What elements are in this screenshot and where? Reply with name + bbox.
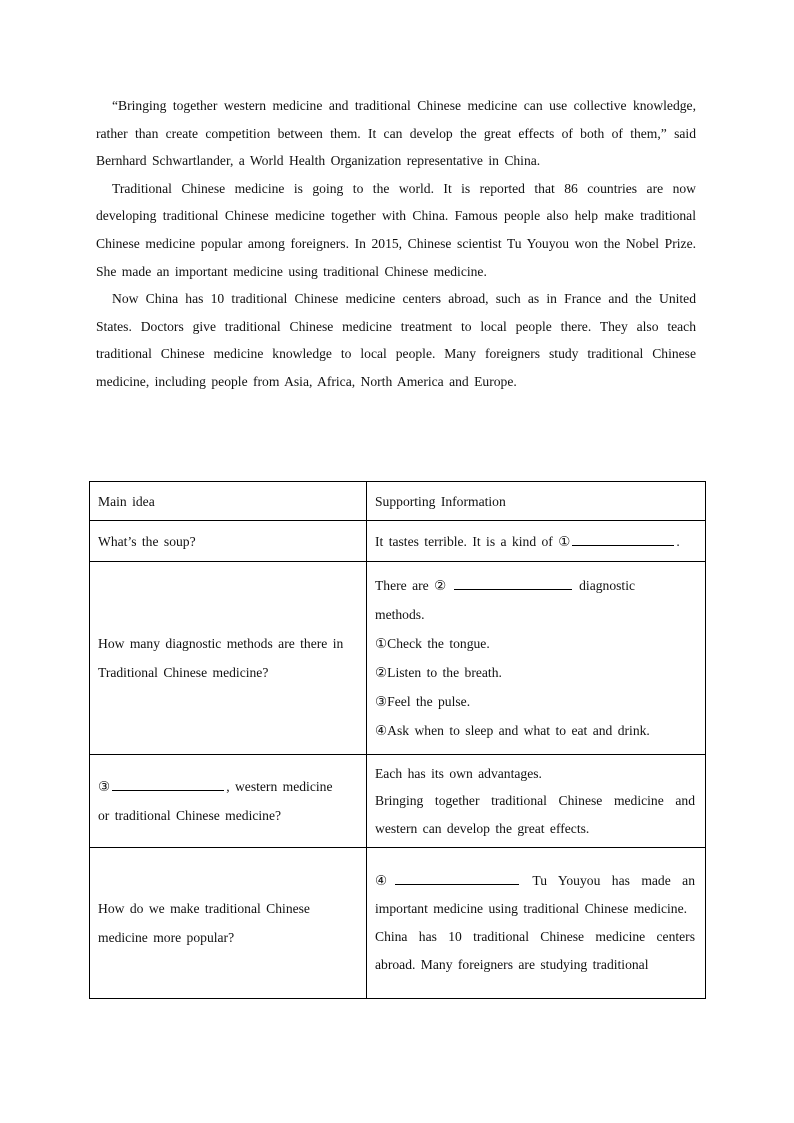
soup-answer-suffix: . [676,533,680,549]
soup-answer [367,521,706,562]
blank-3[interactable] [112,775,224,791]
table-header-row [90,482,706,521]
methods-word-are: are [412,578,429,593]
method-item: ④Ask when to sleep and what to eat and drink. [375,723,650,738]
which-answer-line-1: Each has its own advantages. [375,765,542,781]
soup-answer-text: It tastes terrible. It is a kind of ① [375,533,571,549]
methods-answer [367,562,706,755]
method-item: ②Listen to the breath. [375,665,502,680]
soup-question: What’s the soup? [90,521,367,562]
blank-4[interactable] [395,869,519,885]
passage-paragraph-1: “Bringing together western medicine and traditional Chinese medicine can use collective knowledge, rather than create competition between them. It can develop the great effects of both of them,” said Bernhard Schwartlander, a World Health Organization representative in China. [96,98,696,169]
blank-2[interactable] [454,574,572,590]
blank-2-marker: ② [434,578,447,593]
table-row [90,562,706,755]
which-question-line-2: or traditional Chinese medicine? [98,808,282,823]
table-row [90,848,706,999]
methods-question: How many diagnostic methods are there in Traditional Chinese medicine? [90,562,367,755]
blank-1[interactable] [572,530,674,546]
which-question [90,755,367,848]
methods-answer-continued: methods. [375,607,425,622]
methods-word-there: There [375,578,407,593]
passage-paragraph-3: Now China has 10 traditional Chinese medicine centers abroad, such as in France and the United States. Doctors give traditional Chinese medicine treatment to local people there. They also teach traditional Chinese medicine knowledge to local people. Many foreigners study traditional Chinese medicine, including people from Asia, Africa, North America and Europe. [96,291,696,389]
header-main-idea: Main idea [90,482,367,521]
table-row [90,755,706,848]
popular-question: How do we make traditional Chinese medicine more popular? [90,848,367,999]
popular-answer [367,848,706,999]
method-item: ①Check the tongue. [375,636,490,651]
methods-blank-group [434,578,574,593]
popular-answer-line-2: China has 10 traditional Chinese medicine centers abroad. Many foreigners are studying traditional [375,929,695,972]
reading-passage [96,92,696,396]
methods-word-diagnostic: diagnostic [579,578,636,593]
blank-4-marker: ④ [375,873,394,888]
methods-answer-line [375,571,695,600]
header-supporting-information: Supporting Information [367,482,706,521]
which-question-text: , western medicine [226,779,333,794]
table-row [90,521,706,562]
which-question-line-1 [98,772,356,801]
method-item: ③Feel the pulse. [375,694,471,709]
popular-answer-line-1 [375,867,695,923]
which-answer-line-2: Bringing together traditional Chinese medicine and western can develop the great effects. [375,793,695,836]
graphic-organizer-table [89,481,706,999]
popular-answer-text: Tu Youyou has made an important medicine using traditional Chinese medicine. [375,873,696,916]
which-answer [367,755,706,848]
blank-3-marker: ③ [98,779,111,794]
passage-paragraph-2: Traditional Chinese medicine is going to the world. It is reported that 86 countries are now developing traditional Chinese medicine together with China. Famous people also help make traditional Chinese medicine popular among foreigners. In 2015, Chinese scientist Tu Youyou won the Nobel Prize. She made an important medicine using traditional Chinese medicine. [96,180,696,279]
